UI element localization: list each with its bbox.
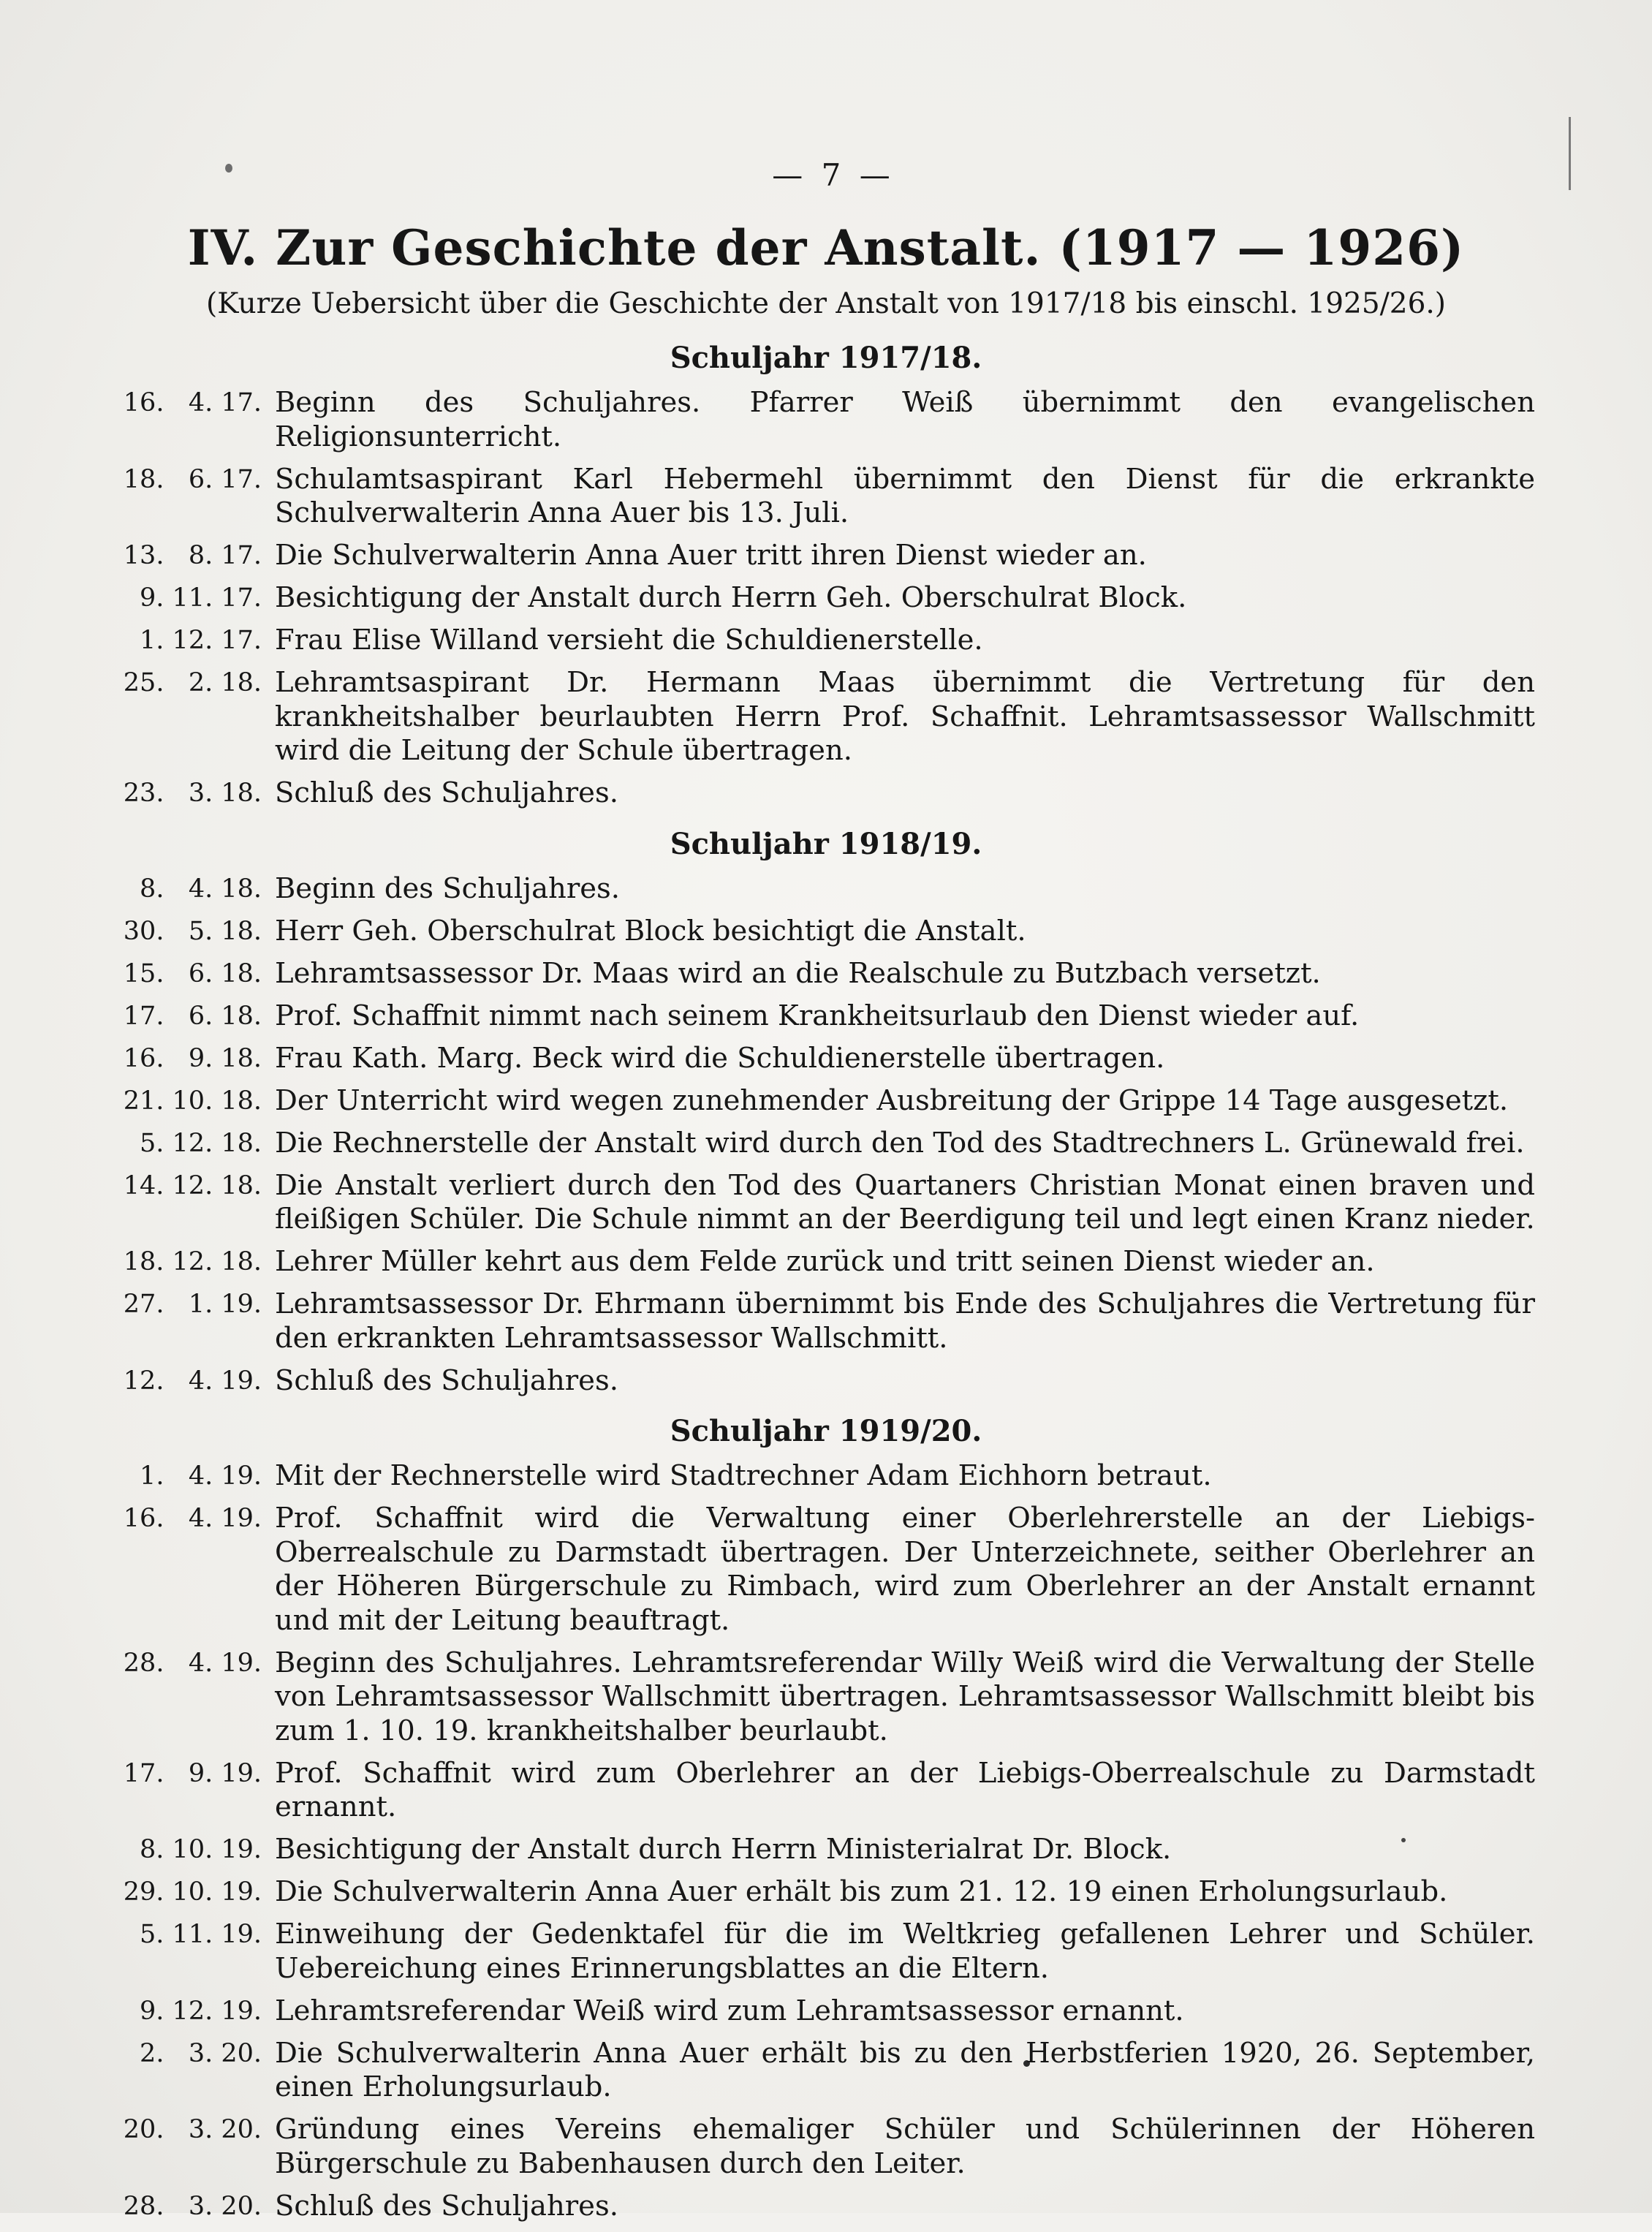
entry-date: 15. 6. 18. [123,958,262,988]
chronicle-entry [117,2113,1535,2181]
chronicle-entry [117,1833,1535,1867]
chronicle-entry [117,2037,1535,2105]
entry-date: 17. 9. 19. [123,1758,262,1788]
entry-text: Schluß des Schuljahres. [275,1363,618,1397]
entry-date: 25. 2. 18. [123,668,262,697]
entry-text: Lehramtsreferendar Weiß wird zum Lehramtsassessor ernannt. [275,1994,1184,2027]
entry-text: Der Unterricht wird wegen zunehmender Ausbreitung der Grippe 14 Tage ausgesetzt. [275,1083,1509,1117]
chronicle-entry [117,1084,1535,1119]
chronicle-entry [117,1245,1535,1279]
entry-text: Herr Geh. Oberschulrat Block besichtigt die Anstalt. [275,914,1026,947]
entry-date: 27. 1. 19. [123,1290,262,1319]
chronicle-entry [117,1042,1535,1076]
entry-text: Lehrer Müller kehrt aus dem Felde zurück und tritt seinen Dienst wieder an. [275,1245,1375,1278]
chronicle-entry [117,539,1535,573]
chronicle-entry [117,2190,1535,2224]
entry-date: 5. 11. 19. [140,1920,262,1949]
entry-date: 9. 12. 19. [140,1996,262,2026]
entry-text: Beginn des Schuljahres. [275,871,621,905]
chapter-subtitle: (Kurze Uebersicht über die Geschichte der Anstalt von 1917/18 bis einschl. 1925/26.) [205,287,1447,320]
entry-text: Einweihung der Gedenktafel für die im Weltkrieg gefallenen Lehrer und Schüler. Uebereichung eines Erinnerungsblattes an die Eltern. [275,1918,1535,1985]
entry-text: Die Schulverwalterin Anna Auer erhält bis zum 21. 12. 19 einen Erholungsurlaub. [275,1875,1448,1908]
chronicle-entry [117,776,1535,811]
entry-date: 8. 10. 19. [140,1835,262,1864]
entry-text: Prof. Schaffnit wird zum Oberlehrer an der Liebigs-Oberrealschule zu Darmstadt ernannt. [275,1756,1535,1823]
chronicle-entry [117,1169,1535,1237]
chronicle-entry [117,1287,1535,1355]
entry-date: 2. 3. 20. [140,2038,262,2068]
entry-date: 29. 10. 19. [123,1877,262,1907]
entry-date: 28. 4. 19. [123,1648,262,1678]
chronicle-sections [117,336,1535,2223]
chronicle-entry [117,1918,1535,1986]
chronicle-entry [117,1127,1535,1161]
entry-date: 17. 6. 18. [123,1001,262,1031]
chronicle-entry [117,1364,1535,1399]
section-heading: Schuljahr 1919/20. [670,1414,982,1448]
document-body [117,146,1535,2232]
chronicle-entry [117,581,1535,616]
chapter-title: IV. Zur Geschichte der Anstalt. (1917 — 1926) [187,219,1465,276]
entry-date: 23. 3. 18. [123,779,262,808]
chronicle-entry [117,666,1535,768]
chronicle-entry [117,1994,1535,2029]
chronicle-entry [117,872,1535,907]
chronicle-entry [117,463,1535,531]
entry-date: 16. 4. 19. [123,1504,262,1533]
entry-text: Mit der Rechnerstelle wird Stadtrechner Adam Eichhorn betraut. [275,1459,1212,1492]
entry-date: 12. 4. 19. [123,1366,262,1396]
entry-text: Lehramtsassessor Dr. Ehrmann übernimmt bis Ende des Schuljahres die Vertretung für den erkrankten Lehramtsassessor Wallschmitt. [275,1287,1535,1355]
entry-text: Beginn des Schuljahres. Pfarrer Weiß übernimmt den evangelischen Religionsunterricht. [275,386,1535,453]
entry-date: 28. 3. 20. [123,2191,262,2221]
chronicle-entry [117,1875,1535,1910]
entry-date: 18. 12. 18. [123,1247,262,1276]
entry-date: 8. 4. 18. [140,874,262,904]
chronicle-entry [117,999,1535,1034]
entry-date: 9. 11. 17. [140,583,262,613]
entry-text: Lehramtsassessor Dr. Maas wird an die Realschule zu Butzbach versetzt. [275,956,1321,990]
entry-text: Die Rechnerstelle der Anstalt wird durch den Tod des Stadtrechners L. Grünewald frei. [275,1126,1525,1159]
entry-date: 18. 6. 17. [123,464,262,494]
chronicle-entry [117,386,1535,454]
entry-text: Frau Elise Willand versieht die Schuldienerstelle. [275,624,983,657]
entry-date: 30. 5. 18. [123,916,262,946]
entry-text: Die Anstalt verliert durch den Tod des Quartaners Christian Monat einen braven und fleißigen Schüler. Die Schule nimmt an der Beerdigung teil und legt einen Kranz nieder. [275,1168,1535,1236]
entry-date: 16. 9. 18. [123,1043,262,1073]
page-number: — 7 — [772,157,895,193]
entry-text: Lehramtsaspirant Dr. Hermann Maas übernimmt die Vertretung für den krankheitshalber beurlaubten Herrn Prof. Schaffnit. Lehramtsassessor Wallschmitt wird die Leitung der Schule übertragen. [275,666,1535,767]
chronicle-entry [117,957,1535,991]
entry-date: 5. 12. 18. [140,1128,262,1158]
chronicle-entry [117,1502,1535,1638]
entry-date: 14. 12. 18. [123,1170,262,1200]
entry-text: Die Schulverwalterin Anna Auer tritt ihren Dienst wieder an. [275,539,1147,572]
entry-date: 13. 8. 17. [123,541,262,570]
chronicle-entry [117,624,1535,658]
chronicle-entry [117,1646,1535,1749]
entry-text: Schluß des Schuljahres. [275,776,618,809]
entry-text: Schulamtsaspirant Karl Hebermehl übernimmt den Dienst für die erkrankte Schulverwalterin Anna Auer bis 13. Juli. [275,462,1535,529]
entry-text: Schluß des Schuljahres. [275,2189,618,2222]
entry-text: Prof. Schaffnit nimmt nach seinem Krankheitsurlaub den Dienst wieder auf. [275,999,1360,1032]
entry-date: 16. 4. 17. [123,388,262,417]
chronicle-entry [117,1757,1535,1825]
section-heading: Schuljahr 1918/19. [670,826,982,861]
entry-date: 21. 10. 18. [123,1086,262,1116]
entry-text: Besichtigung der Anstalt durch Herrn Ministerialrat Dr. Block. [275,1833,1172,1866]
entry-date: 1. 12. 17. [140,626,262,655]
entry-text: Die Schulverwalterin Anna Auer erhält bis zu den Herbstferien 1920, 26. September, einen Erholungsurlaub. [275,2036,1535,2103]
entry-text: Gründung eines Vereins ehemaliger Schüler und Schülerinnen der Höheren Bürgerschule zu Babenhausen durch den Leiter. [275,2113,1535,2180]
entry-text: Frau Kath. Marg. Beck wird die Schuldienerstelle übertragen. [275,1041,1165,1075]
chronicle-entry [117,915,1535,949]
chronicle-entry [117,1459,1535,1494]
entry-text: Prof. Schaffnit wird die Verwaltung einer Oberlehrerstelle an der Liebigs-Oberrealschule zu Darmstadt übertragen. Der Unterzeichnete, seither Oberlehrer an der Höheren Bürgerschule zu Rimbach, wird zum Oberlehrer an der Anstalt ernannt und mit der Leitung beauftragt. [275,1502,1535,1637]
section-heading: Schuljahr 1917/18. [670,341,982,375]
entry-text: Beginn des Schuljahres. Lehramtsreferendar Willy Weiß wird die Verwaltung der Stelle von Lehramtsassessor Wallschmitt übertragen. Lehramtsassessor Wallschmitt bleibt bis zum 1. 10. 19. krankheitshalber beurlaubt. [275,1646,1535,1747]
entry-date: 20. 3. 20. [123,2115,262,2144]
entry-text: Besichtigung der Anstalt durch Herrn Geh. Oberschulrat Block. [275,581,1187,614]
page-edge-mark [1569,117,1571,190]
entry-date: 1. 4. 19. [140,1461,262,1491]
